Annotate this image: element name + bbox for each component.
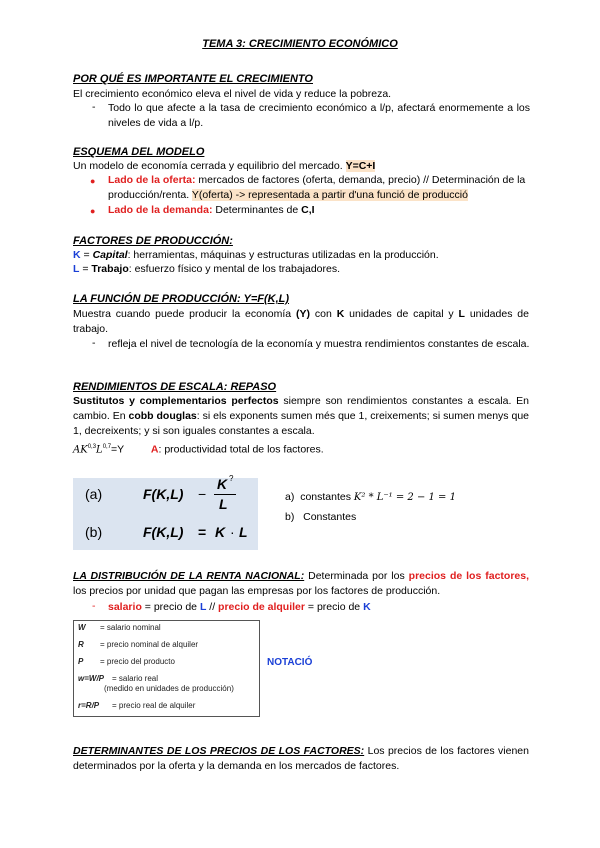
notation-text: (medido en unidades de producción) (104, 684, 234, 693)
pf-text: con (310, 308, 337, 320)
answer-a-text: constantes (300, 491, 351, 503)
bullet-dot: ● (90, 176, 96, 186)
factor-price-determinants-text (73, 744, 529, 774)
model-text (73, 159, 529, 174)
notation-text: = precio nominal de alquiler (100, 640, 199, 649)
dash-marker: - (92, 600, 96, 612)
labor-text: : esfuerzo físico y mental de los trabajadores. (128, 263, 341, 275)
pf-text: Muestra cuando puede producir la economía (73, 308, 297, 320)
notation-var: R (78, 640, 84, 649)
prices-text: = precio de (304, 601, 364, 613)
factor-prices-label: precios de los factores, (408, 570, 529, 582)
labor-letter: L (73, 263, 80, 275)
perfect-substitutes-label: Sustitutos y complementarios perfectos (73, 395, 279, 407)
cobb-formula: =Y (111, 443, 124, 456)
cobb-exponent: 0,7 (102, 444, 112, 450)
supply-side-item (108, 173, 530, 203)
demand-side-label: Lado de la demanda: (108, 204, 213, 216)
pf-text: unidades de capital y (344, 308, 459, 320)
importance-bullet: Todo lo que afecte a la tasa de crecimiento económico a l/p, afectará enormemente a los niveles de vida a l/p. (108, 102, 530, 129)
formula-b-function: F(K,L) (143, 524, 184, 540)
supply-side-label: Lado de la oferta: (108, 174, 196, 186)
demand-side-item (108, 203, 530, 218)
answer-b-text: Constantes (303, 511, 357, 523)
answer-a (285, 491, 456, 503)
notation-row (78, 657, 175, 666)
notation-row (78, 701, 195, 710)
supply-side-highlight: Y(oferta) -> representada a partir d'una funció de producció (191, 189, 468, 201)
prices-text: = precio de (141, 601, 200, 613)
model-text-main: Un modelo de economía cerrada y equilibrio del mercado. (73, 160, 346, 172)
income-text: Determinada por los (304, 570, 409, 582)
heading-income-distribution: LA DISTRIBUCIÓN DE LA RENTA NACIONAL: (73, 570, 305, 582)
production-function-text (73, 307, 529, 337)
capital-text: : herramientas, máquinas y estructuras utilizadas en la producción. (127, 249, 439, 261)
cobb-formula: L (96, 444, 103, 456)
demand-side-text: Determinantes de (212, 204, 302, 216)
pf-text: unidades de trabajo. (73, 308, 529, 335)
heading-returns-to-scale: RENDIMIENTOS DE ESCALA: REPASO (73, 381, 277, 393)
notation-var: r=R/P (78, 701, 100, 710)
wage-label: salario (108, 601, 142, 613)
equals: = (79, 263, 92, 275)
notation-text: = salario real (112, 674, 159, 683)
prices-text: // (206, 601, 219, 613)
pf-y: (Y) (296, 308, 311, 320)
notation-row (78, 674, 158, 683)
formula-a-numerator: K (217, 476, 228, 492)
formula-a-function: F(K,L) (143, 486, 184, 502)
formula-b-l: L (239, 524, 248, 540)
formula-a-label: (a) (85, 486, 103, 502)
equals: = (80, 249, 93, 261)
heading-factors: FACTORES DE PRODUCCIÓN: (73, 235, 233, 247)
labor-definition (73, 262, 529, 277)
prices-definition (108, 600, 530, 615)
notation-row (78, 623, 161, 632)
heading-production-function: LA FUNCIÓN DE PRODUCCIÓN: Y=F(K,L) (73, 293, 290, 305)
determinants-text: Los precios de los factores vienen determinados por la oferta y la demanda en los mercados de factores. (73, 745, 529, 772)
notation-row (78, 640, 198, 649)
rts-text: siempre son rendimientos constantes a escala. En cambio. En (73, 395, 529, 422)
demand-side-vars: C,I (301, 204, 315, 216)
capital-label: Capital (92, 249, 128, 261)
notation-var: w=W/P (78, 674, 105, 683)
tfp-letter: A (150, 443, 159, 456)
formula-a-exponent: ? (229, 474, 234, 483)
capital-letter: K (73, 249, 81, 261)
formula-a-operator: − (198, 486, 207, 502)
rts-text: : si els exponents sumen més que 1, creixements; si sumen menys que 1, decreixents; y si son iguales constantes a escala. (73, 410, 529, 437)
formula-b-k: K (215, 524, 226, 540)
heading-factor-price-determinants: DETERMINANTES DE LOS PRECIOS DE LOS FACTORES: (73, 745, 365, 757)
notation-text: = salario nominal (100, 623, 161, 632)
formula-b-operator: = (198, 524, 207, 540)
capital-letter: K (363, 601, 371, 613)
bullet-dot: ● (90, 206, 96, 216)
supply-side-text: mercados de factores (oferta, demanda, precio) // Determinación de la producción/renta. (108, 174, 526, 201)
pf-k: K (336, 308, 345, 320)
heading-importance: POR QUÉ ES IMPORTANTE EL CRECIMIENTO (73, 73, 313, 85)
answer-b-label: b) (285, 511, 295, 523)
rental-price-label: precio de alquiler (218, 601, 305, 613)
notation-var: W (78, 623, 86, 632)
technology-bullet: refleja el nivel de tecnología de la economía y muestra rendimientos constantes de escala. (108, 338, 530, 350)
returns-to-scale-text (73, 394, 529, 439)
fraction-bar (214, 494, 236, 495)
notation-label: NOTACIÓ (267, 657, 313, 668)
formula-box (73, 474, 258, 550)
answer-a-math: K² * L⁻¹ = 2 − 1 = 1 (353, 492, 456, 503)
notation-table (73, 620, 260, 717)
importance-text: El crecimiento económico eleva el nivel de vida y reduce la pobreza. (73, 88, 392, 100)
cobb-formula: AK (73, 444, 88, 456)
tfp-text: : productividad total de los factores. (158, 443, 324, 456)
cobb-douglas-line (73, 440, 529, 458)
labor-label: Trabajo (91, 263, 129, 275)
income-text: los precios por unidad que pagan las empresas por los factores de producción. (73, 585, 441, 597)
answer-a-label: a) (285, 491, 295, 503)
dash-marker: - (92, 337, 96, 349)
pf-l: L (458, 308, 465, 320)
page-title: TEMA 3: CRECIMIENTO ECONÓMICO (202, 38, 398, 50)
cobb-exponent: 0,3 (87, 444, 97, 450)
income-distribution-text (73, 569, 529, 599)
notation-row (104, 684, 234, 693)
formula-a-denominator: L (219, 496, 228, 512)
model-equation-highlight: Y=C+I (345, 160, 376, 172)
notation-text: = precio del producto (100, 657, 175, 666)
cobb-douglas-label: cobb douglas (128, 410, 197, 422)
capital-definition (73, 248, 529, 263)
answer-b (285, 511, 356, 523)
notation-var: P (78, 657, 84, 666)
formula-b-label: (b) (85, 524, 103, 540)
labor-letter: L (199, 601, 207, 613)
formula-b-separator: · (230, 524, 235, 540)
notation-text: = precio real de alquiler (112, 701, 196, 710)
dash-marker: - (92, 101, 96, 113)
heading-model: ESQUEMA DEL MODELO (73, 146, 205, 158)
